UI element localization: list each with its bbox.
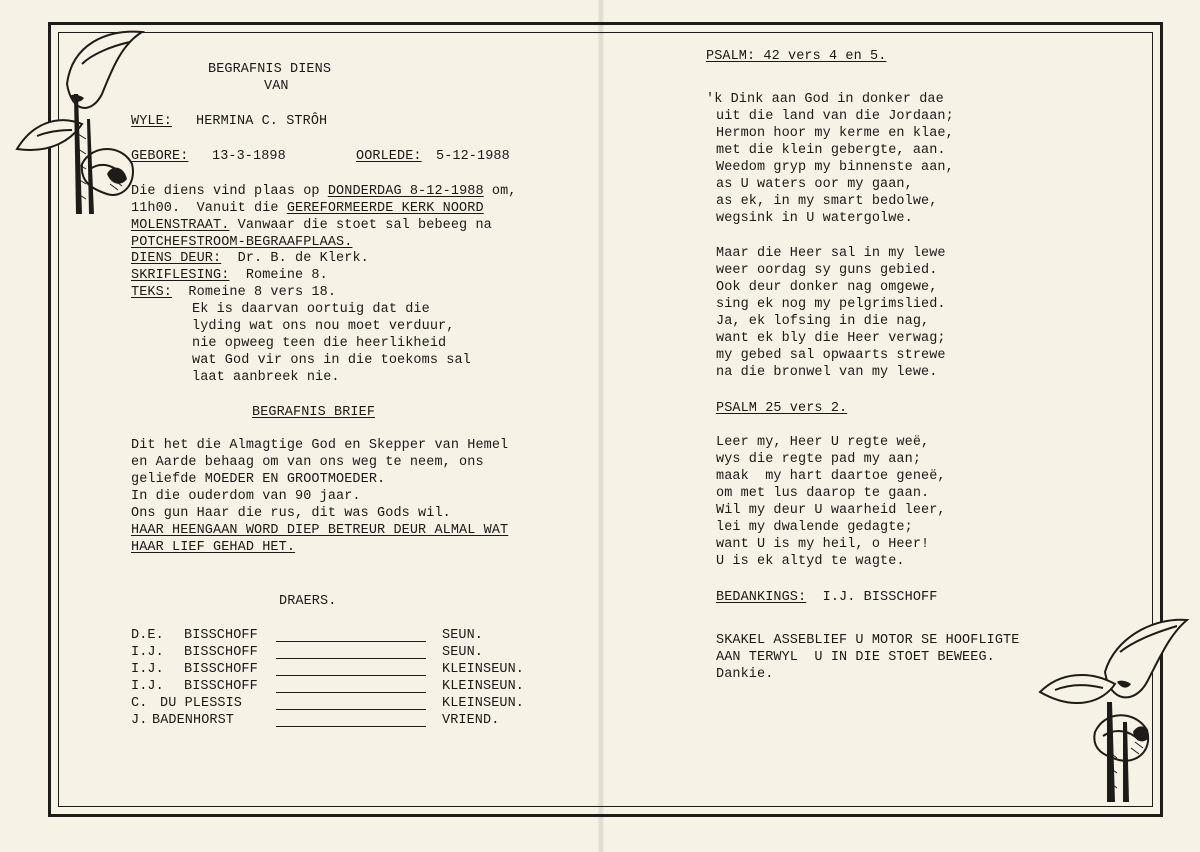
psalm-line: uit die land van die Jordaan; (716, 109, 954, 124)
psalm-line: maak my hart daartoe geneë, (716, 469, 946, 484)
bedankings-label: BEDANKINGS: (716, 590, 807, 605)
draer-signature-line (276, 658, 426, 659)
psalm-line: wys die regte pad my aan; (716, 452, 922, 467)
skriflesing-value: Romeine 8. (229, 268, 328, 283)
psalm-line: weer oordag sy guns gebied. (716, 263, 938, 278)
deceased-name: HERMINA C. STRÔH (196, 114, 328, 129)
brief-line: Ons gun Haar die rus, dit was Gods wil. (131, 506, 451, 521)
service-text: om, (483, 184, 517, 199)
brief-line: Dit het die Almagtige God en Skepper van Hemel (131, 438, 509, 453)
psalm-line: want U is my heil, o Heer! (716, 537, 930, 552)
oorlede-label: OORLEDE: (356, 149, 422, 164)
psalm-line: om met lus daarop te gaan. (716, 486, 930, 501)
service-line-2 (131, 200, 484, 217)
draer-surname: BADENHORST (152, 713, 235, 728)
brief-line: geliefde MOEDER EN GROOTMOEDER. (131, 472, 386, 487)
teks-value: Romeine 8 vers 18. (172, 285, 337, 300)
draer-relation: KLEINSEUN. (442, 696, 525, 711)
brief-mourning-line: HAAR LIEF GEHAD HET. (131, 540, 296, 555)
psalm-25-heading: PSALM 25 vers 2. (716, 401, 848, 416)
draer-signature-line (276, 641, 426, 642)
draer-surname: BISSCHOFF (184, 628, 258, 643)
psalm-line: want ek bly die Heer verwag; (716, 331, 946, 346)
draer-relation: KLEINSEUN. (442, 679, 525, 694)
brief-line: en Aarde behaag om van ons weg te neem, ons (131, 455, 484, 470)
psalm-line: 'k Dink aan God in donker dae (706, 92, 944, 107)
service-line-1 (131, 183, 516, 200)
draer-signature-line (276, 692, 426, 693)
psalm-line: Wil my deur U waarheid leer, (716, 503, 946, 518)
draer-initials: I.J. (131, 679, 164, 694)
gebore-label: GEBORE: (131, 149, 189, 164)
service-time: 11h00. Vanuit die (131, 201, 287, 216)
brief-heading: BEGRAFNIS BRIEF (252, 405, 376, 420)
draer-relation: KLEINSEUN. (442, 662, 525, 677)
title-line-1: BEGRAFNIS DIENS (208, 62, 332, 77)
psalm-line: Ook deur donker nag omgewe, (716, 280, 938, 295)
psalm-line: met die klein gebergte, aan. (716, 143, 946, 158)
verse-line: Ek is daarvan oortuig dat die (192, 302, 430, 317)
verse-line: lyding wat ons nou moet verduur, (192, 319, 455, 334)
psalm-line: as ek, in my smart bedolwe, (716, 194, 938, 209)
service-text: Die diens vind plaas op (131, 184, 328, 199)
birth-date: 13-3-1898 (212, 149, 286, 164)
teks-label: TEKS: (131, 285, 173, 300)
death-date: 5-12-1988 (436, 149, 510, 164)
notice-line: AAN TERWYL U IN DIE STOET BEWEEG. (716, 650, 995, 665)
draer-surname: BISSCHOFF (184, 679, 258, 694)
diens-deur-label: DIENS DEUR: (131, 251, 222, 266)
psalm-line: Leer my, Heer U regte weë, (716, 435, 930, 450)
diens-deur-value: Dr. B. de Klerk. (221, 251, 369, 266)
psalm-line: as U waters oor my gaan, (716, 177, 913, 192)
psalm-42-heading: PSALM: 42 vers 4 en 5. (706, 49, 887, 64)
draer-relation: SEUN. (442, 645, 484, 660)
draer-relation: SEUN. (442, 628, 484, 643)
brief-mourning-line: HAAR HEENGAAN WORD DIEP BETREUR DEUR ALMAL WAT (131, 523, 509, 538)
draer-surname: DU PLESSIS (160, 696, 243, 711)
psalm-line: Hermon hoor my kerme en klae, (716, 126, 954, 141)
psalm-line: na die bronwel van my lewe. (716, 365, 938, 380)
teks-line (131, 284, 336, 301)
draer-surname: BISSCHOFF (184, 645, 258, 660)
notice-line: Dankie. (716, 667, 774, 682)
cemetery-name: POTCHEFSTROOM-BEGRAAFPLAAS. (131, 235, 353, 250)
service-day: DONDERDAG 8-12-1988 (327, 184, 484, 199)
draer-signature-line (276, 675, 426, 676)
verse-line: laat aanbreek nie. (192, 370, 340, 385)
bedankings-line (716, 589, 937, 606)
draer-initials: J. (131, 713, 148, 728)
draer-initials: D.E. (131, 628, 164, 643)
draer-initials: C. (131, 696, 148, 711)
psalm-line: sing ek nog my pelgrimslied. (716, 297, 946, 312)
draer-surname: BISSCHOFF (184, 662, 258, 677)
street-name: MOLENSTRAAT. (131, 218, 230, 233)
verse-line: nie opweeg teen die heerlikheid (192, 336, 447, 351)
psalm-line: Maar die Heer sal in my lewe (716, 246, 946, 261)
psalm-line: wegsink in U watergolwe. (716, 211, 913, 226)
diens-deur-line (131, 250, 369, 267)
draer-signature-line (276, 726, 426, 727)
psalm-line: my gebed sal opwaarts strewe (716, 348, 946, 363)
draer-initials: I.J. (131, 662, 164, 677)
notice-line: SKAKEL ASSEBLIEF U MOTOR SE HOOFLIGTE (716, 633, 1020, 648)
service-text: Vanwaar die stoet sal bebeeg na (229, 218, 492, 233)
skriflesing-line (131, 267, 328, 284)
bedankings-name: I.J. BISSCHOFF (806, 590, 938, 605)
draer-signature-line (276, 709, 426, 710)
church-name: GEREFORMEERDE KERK NOORD (286, 201, 484, 216)
lily-flower-icon (1035, 612, 1195, 807)
draer-relation: VRIEND. (442, 713, 500, 728)
psalm-line: U is ek altyd te wagte. (716, 554, 905, 569)
draers-heading: DRAERS. (279, 594, 337, 609)
wyle-label: WYLE: (131, 114, 173, 129)
psalm-line: Weedom gryp my binnenste aan, (716, 160, 954, 175)
verse-line: wat God vir ons in die toekoms sal (192, 353, 471, 368)
draer-initials: I.J. (131, 645, 164, 660)
psalm-line: Ja, ek lofsing in die nag, (716, 314, 930, 329)
brief-line: In die ouderdom van 90 jaar. (131, 489, 361, 504)
service-line-3 (131, 217, 492, 234)
skriflesing-label: SKRIFLESING: (131, 268, 230, 283)
psalm-line: lei my dwalende gedagte; (716, 520, 913, 535)
title-line-2: VAN (264, 79, 289, 94)
